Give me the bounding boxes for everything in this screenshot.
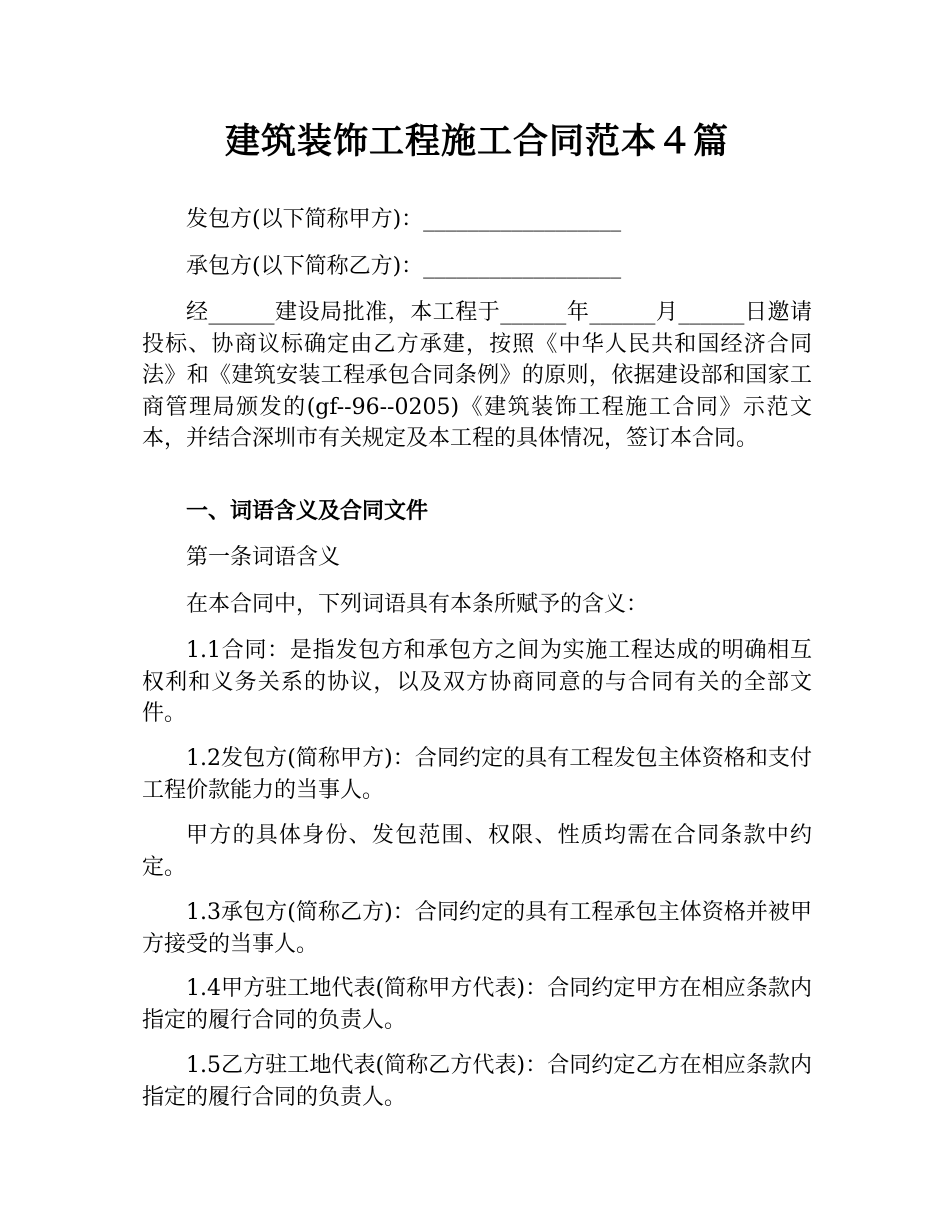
definition-1-2-note: 甲方的具体身份、发包范围、权限、性质均需在合同条款中约定。 xyxy=(142,823,812,880)
definition-1-1: 1.1合同：是指发包方和承包方之间为实施工程达成的明确相互权利和义务关系的协议，以及双方协商同意的与合同有关的全部文件。 xyxy=(142,638,812,726)
definition-1-5: 1.5乙方驻工地代表(简称乙方代表)：合同约定乙方在相应条款内指定的履行合同的负责人。 xyxy=(142,1053,812,1110)
section-heading: 一、词语含义及合同文件 xyxy=(186,499,429,524)
definition-1-4: 1.4甲方驻工地代表(简称甲方代表)：合同约定甲方在相应条款内指定的履行合同的负责人。 xyxy=(142,976,812,1033)
definition-intro: 在本合同中，下列词语具有本条所赋予的含义： xyxy=(186,592,649,617)
article-title: 第一条词语含义 xyxy=(186,545,341,570)
party-b-line: 承包方(以下简称乙方)：__________________ xyxy=(186,254,622,279)
party-a-line: 发包方(以下简称甲方)：__________________ xyxy=(186,207,622,232)
definition-1-3: 1.3承包方(简称乙方)：合同约定的具有工程承包主体资格并被甲方接受的当事人。 xyxy=(142,900,812,957)
definition-1-2: 1.2发包方(简称甲方)：合同约定的具有工程发包主体资格和支付工程价款能力的当事人。 xyxy=(142,746,812,803)
preamble-paragraph: 经______建设局批准，本工程于______年______月______日邀请投标、协商议标确定由乙方承建，按照《中华人民共和国经济合同法》和《建筑安装工程承包合同条例》的原则，依据建设部和国家工商管理局颁发的(gf--96--0205)《建筑装饰工程施工合同》示范文本，并结合深圳市有关规定及本工程的具体情况，签订本合同。 xyxy=(142,300,812,451)
document-title: 建筑装饰工程施工合同范本４篇 xyxy=(224,122,729,162)
